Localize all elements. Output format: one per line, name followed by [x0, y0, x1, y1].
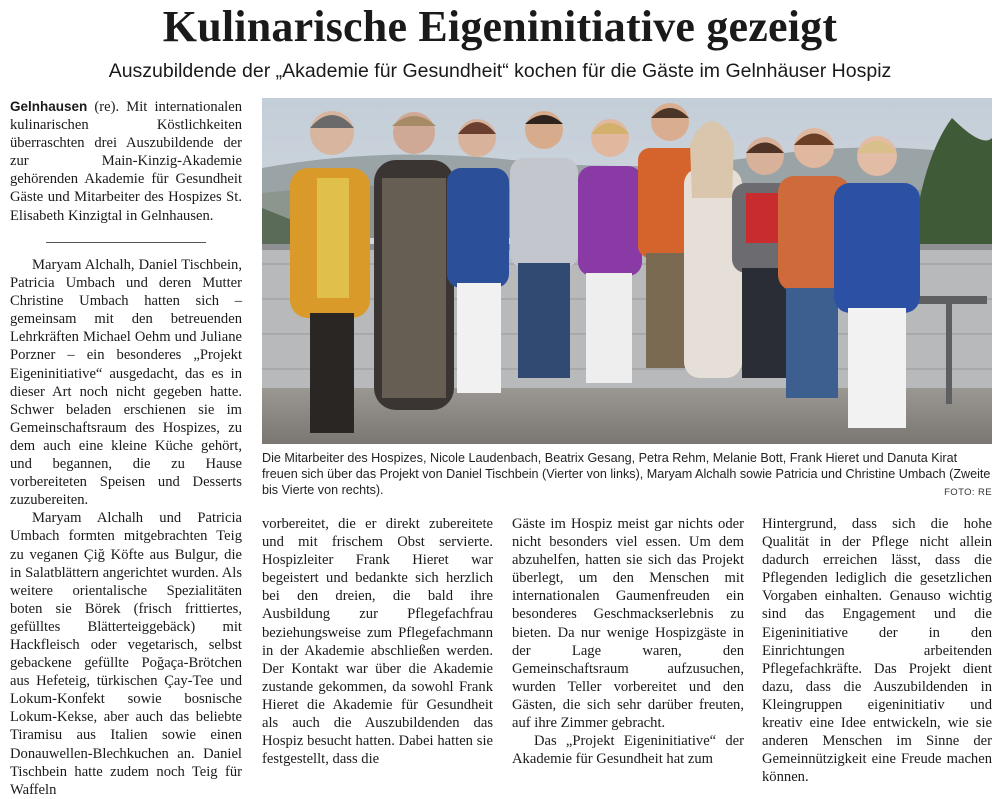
group-photo-illustration: [262, 98, 992, 444]
body-paragraph-6: Hintergrund, dass sich die hohe Qualität in der Pflege nicht allein dadurch erreichen lässt, dass die Pflegenden lediglich die gesetzlichen Vorgaben einhalten. Genauso wichtig sind das Engagement und die Eigeninitiative der in den Einrichtungen arbeitenden Pflegefachkräfte. Das Projekt dient dazu, dass die Auszubildenden in Kleingruppen eigeninitiativ und kreativ eine Idee entwickeln, wie sie anderen Menschen im Sinne der Gemeinnützigkeit eine Freude machen können.: [762, 516, 992, 786]
article-column-4: [762, 515, 992, 786]
headline: Kulinarische Eigeninitiative gezeigt: [162, 2, 838, 51]
photo-credit: FOTO: RE: [944, 487, 992, 498]
dateline: Gelnhausen: [10, 99, 88, 114]
body-paragraph-2: Maryam Alchalh und Patricia Umbach formten mitgebrachten Teig zu veganen Çiğ Köfte aus Bulgur, die in Salatblättern angerichtet wurden. Als weitere orientalische Spezialitäten boten sie Börek (frisch frittiertes, gefülltes Blätterteiggebäck) mit Hackfleisch oder vegetarisch, selbst gebackene gefüllte Poğaça-Brötchen aus Hefeteig, türkischen Çay-Tee und Lokum-Konfekt sowie bosnische Lokum-Kekse, aber auch das beliebte Tiramisu aus Italien sowie einen Donauwellen-Blechkuchen an. Daniel Tischbein hatte zudem noch Teig für Waffeln: [10, 510, 242, 798]
article-column-1: [10, 98, 242, 225]
article-column-1-body: [10, 256, 242, 799]
body-paragraph-4: Gäste im Hospiz meist gar nichts oder nicht besonders viel essen. Um dem abzuhelfen, hatten sie sich das Projekt überlegt, um den Menschen mit internationalen Gaumenfreuden ein besonderes Geschmackserlebnis zu bieten. Da nur wenige Hospizgäste in der Lage waren, den Gemeinschaftsraum aufzusuchen, wurden Teller vorbereitet und den Gästen, die sich sehr darüber freuten, auf ihre Zimmer gebracht.: [512, 516, 744, 732]
body-paragraph-5: Das „Projekt Eigeninitiative“ der Akademie für Gesundheit hat zum: [512, 733, 744, 768]
article-column-3: [512, 515, 744, 768]
intro-paragraph: [10, 98, 242, 225]
intro-text: (re). Mit internationalen kulinarischen Köstlichkeiten überraschten drei Auszubildende der zur Main-Kinzig-Akademie gehörenden Akademie für Gesundheit Gäste und Mitarbeiter des Hospizes St. Elisabeth Kinzigtal in Gelnhausen.: [10, 99, 242, 224]
photo-caption: Die Mitarbeiter des Hospizes, Nicole Laudenbach, Beatrix Gesang, Petra Rehm, Melanie Bott, Frank Hieret und Danuta Kirat freuen sich über das Projekt von Daniel Tischbein (Vierter von links), Maryam Alchalh sowie Patricia und Christine Umbach (Zweite bis Vierte von rechts).: [262, 451, 991, 497]
section-divider: [46, 242, 206, 243]
group-photo: [262, 98, 992, 444]
body-paragraph-3: vorbereitet, die er direkt zubereitete und mit frischem Obst servierte. Hospizleiter Frank Hieret war begeistert und bedankte sich herzlich bei den dreien, die bald ihre Ausbildung zur Pflegefachfrau beziehungsweise zum Pflegefachmann in der Akademie abschließen werden. Der Kontakt war über die Akademie zustande gekommen, da sowohl Frank Hieret die Akademie für Gesundheit als auch die Auszubildenden das Hospiz besucht hatten. Dabei hatten sie festgestellt, dass die: [262, 516, 493, 768]
article-column-2: [262, 515, 493, 768]
body-paragraph-1: Maryam Alchalh, Daniel Tischbein, Patricia Umbach und deren Mutter Christine Umbach hatten sich – gemeinsam mit den betreuenden Lehrkräften Michael Oehm und Juliane Porzner – ein besonderes „Projekt Eigeninitiative“ ausgedacht, das es in dieser Art noch nicht gegeben hatte. Schwer beladen erschienen sie im Gemeinschaftsraum des Hospizes, zu dem auch eine kleine Küche gehört, und begannen, die zu Hause vorbereiteten Speisen und Desserts zuzubereiten.: [10, 257, 242, 509]
subheadline: Auszubildende der „Akademie für Gesundheit“ kochen für die Gäste im Gelnhäuser Hospiz: [108, 60, 892, 82]
